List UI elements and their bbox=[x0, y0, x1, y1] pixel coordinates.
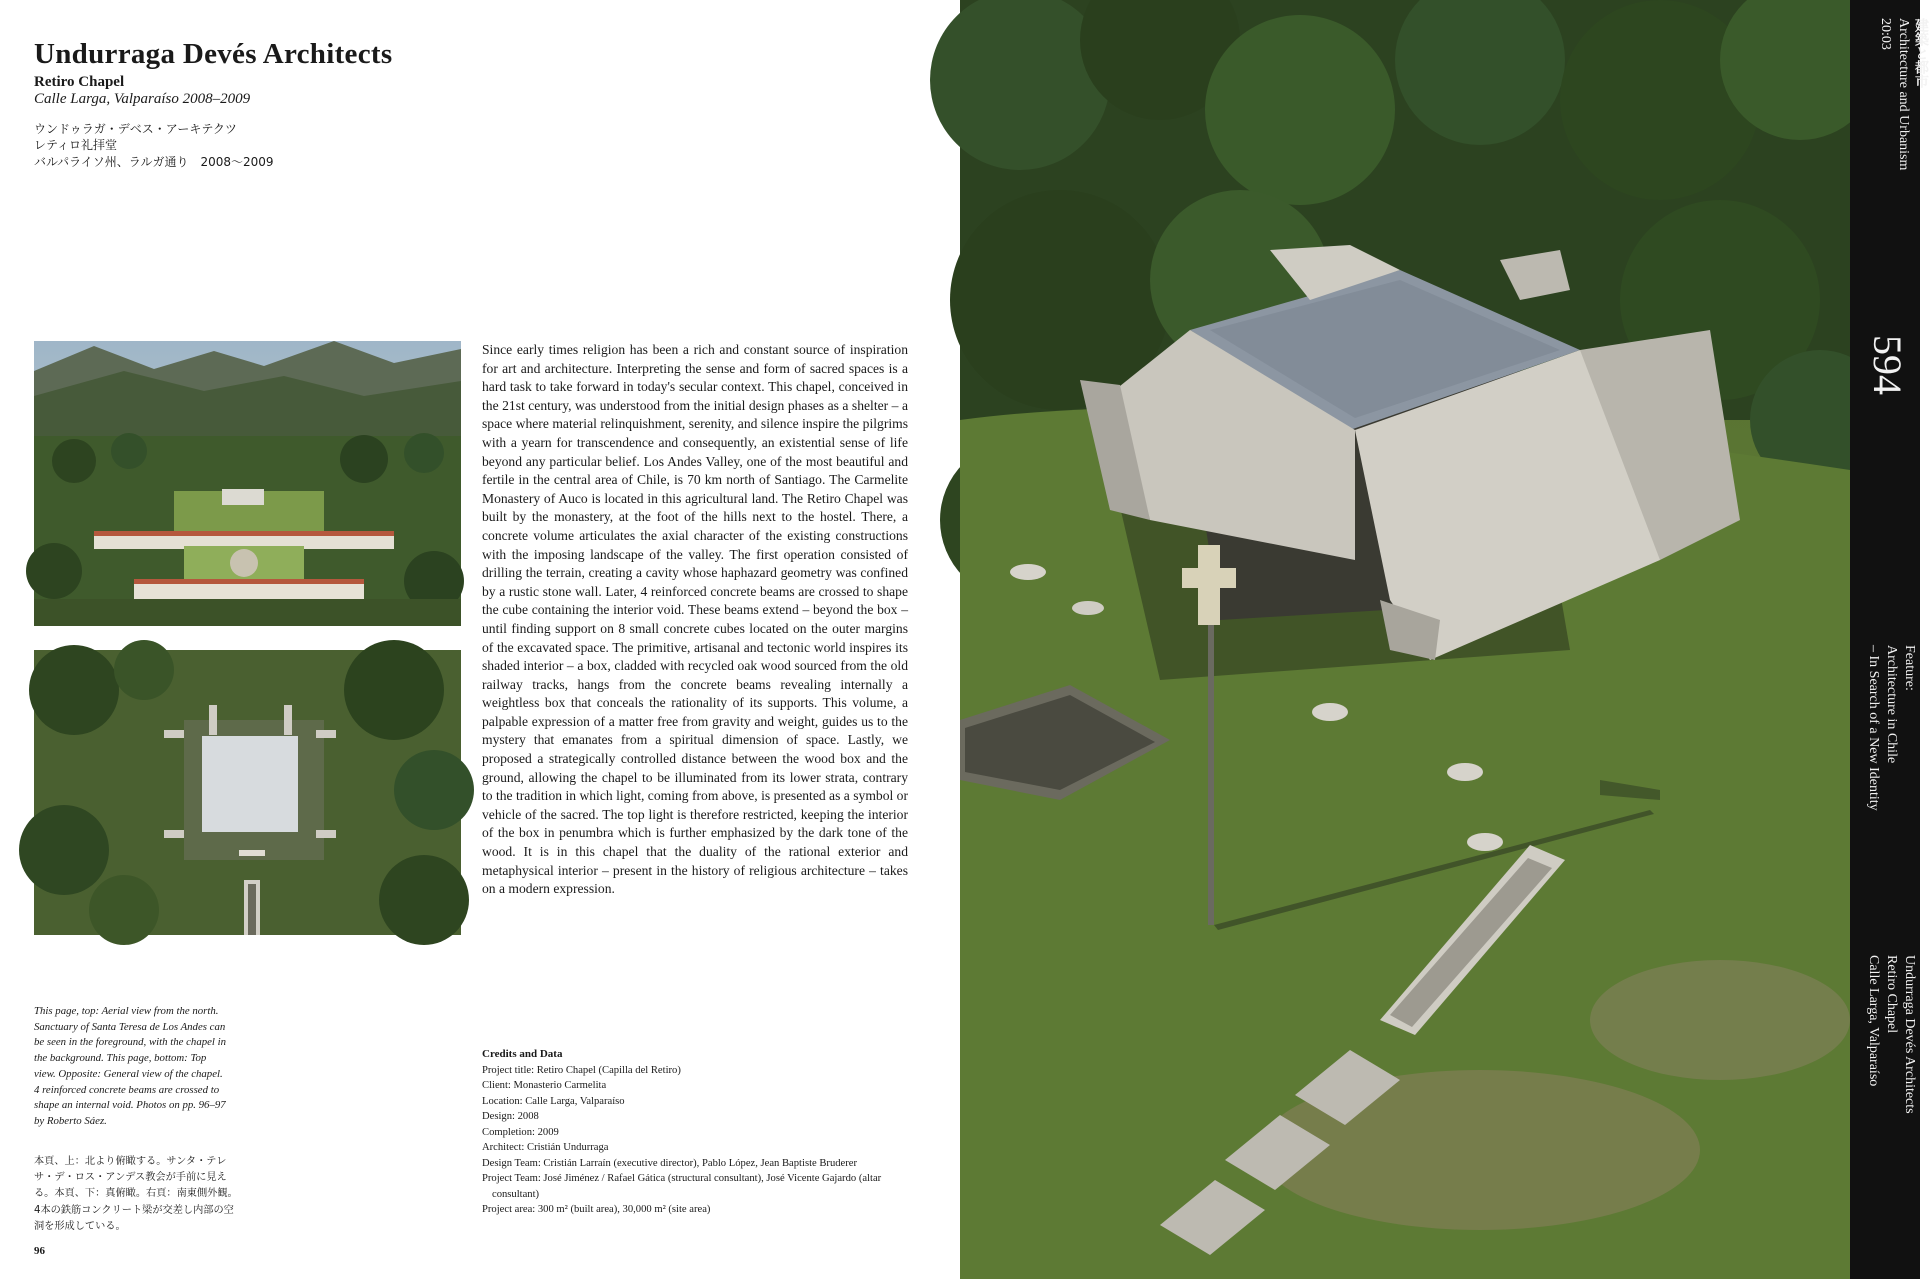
article-title: Undurraga Devés Architects bbox=[34, 38, 393, 70]
article-body-text: Since early times religion has been a rich and constant source of inspiration for art and architecture. Interpreting the sense and form of sacred spaces is a hard task to take forward in today's secular context. This chapel, conceived in the 21st century, was understood from the initial design phases as a shelter – a space where material relinquishment, serenity, and silence inspire the pilgrims with a yearn for transcendence and consequently, an existential sense of life beyond any particular belief. Los Andes Valley, one of the most beautiful and fertile in the central area of Chile, is 70 km north of Santiago. The Carmelite Monastery of Auco is located in this agricultural land. The Retiro Chapel was built by the monastery, at the foot of the hills next to the hostel. There, a concrete volume articulates the axial character of the existing constructions with the imposing landscape of the valley. The first operation consisted of drilling the terrain, creating a cavity whose haphazard geometry was confined by a rustic stone wall. Later, 4 reinforced concrete beams are crossed to shape the cube containing the interior void. These beams extend – beyond the box – until finding support on 8 small concrete cubes located on the outer margins of the excavated space. The primitive, artisanal and tectonic world inspires its shaded interior – a box, cladded with recycled oak wood sourced from the old railway tracks, hangs from the concrete beams revealing internally a weightless box that conceals the rationality of its supports. This volume, a palpable expression of a matter free from gravity and weight, guides us to the mystery that emanates from a spiritual dimension of space. Lastly, we proposed a strategically controlled distance between the wood box and the ground, allowing the chapel to be illuminated from its lower strata, contrary to the tradition in which light, coming from above, is presented as a symbol or vehicle of the sacred. The top light is therefore restricted, keeping the interior of the box in penumbra which is further emphasized by the dark tone of the wood. It is in this chapel that the duality of the rational exterior and metaphysical interior – present in the history of religious architecture – takes on a modern expression. bbox=[482, 342, 908, 897]
magazine-masthead bbox=[1876, 18, 1930, 170]
feature-title-block bbox=[1864, 645, 1918, 811]
credits-line: Completion: 2009 bbox=[482, 1126, 559, 1138]
feature-label: Feature: bbox=[1902, 645, 1917, 691]
credits-block bbox=[482, 1047, 912, 1218]
photo-caption-jp: 本頁、上：北より俯瞰する。サンタ・テレサ・デ・ロス・アンデス教会が手前に見える。本頁、下：真俯瞰。右頁：南東側外観。4本の鉄筋コンクリート梁が交差し内部の空洞を形成している。 bbox=[34, 1156, 238, 1232]
project-subtitle: Retiro Chapel bbox=[34, 74, 125, 90]
credits-line: Architect: Cristián Undurraga bbox=[482, 1142, 609, 1153]
credits-line: Design: 2008 bbox=[482, 1111, 539, 1122]
jp-architect-name: ウンドゥラガ・デベス・アーキテクツ bbox=[34, 122, 237, 136]
photo-credit-block bbox=[1864, 955, 1918, 1114]
jp-project-name: レティロ礼拝堂 bbox=[34, 138, 118, 152]
credits-line: Project title: Retiro Chapel (Capilla del Retiro) bbox=[482, 1064, 681, 1076]
photo-caption-en: This page, top: Aerial view from the north. Sanctuary of Santa Teresa de Los Andes can be seen in the foreground, with the chapel in the background. This page, bottom: Top view. Opposite: General view of the chapel. 4 reinforced concrete beams are crossed to shape an internal void. Photos on pp. 96–97 by Roberto Sáez. bbox=[34, 1005, 227, 1127]
issue-date: 20:03 bbox=[1878, 18, 1893, 50]
left-page bbox=[0, 0, 960, 1279]
feature-title: Architecture in Chile bbox=[1884, 645, 1899, 764]
credits-line: Project Team: José Jiménez / Rafael Gática (structural consultant), José Vicente Gajardo (altar consultant) bbox=[482, 1173, 882, 1200]
credits-heading: Credits and Data bbox=[482, 1048, 563, 1060]
jp-location-dates: バルパライソ州、ラルガ通り 2008〜2009 bbox=[34, 155, 274, 169]
magazine-title-jp: 建築と都市 bbox=[1913, 18, 1929, 88]
credits-line: Design Team: Cristián Larraín (executive director), Pablo López, Jean Baptiste Bruderer bbox=[482, 1157, 858, 1169]
credits-line: Project area: 300 m² (built area), 30,000 m² (site area) bbox=[482, 1204, 711, 1215]
credits-line: Client: Monasterio Carmelita bbox=[482, 1080, 607, 1091]
project-location-dates: Calle Larga, Valparaíso 2008–2009 bbox=[34, 91, 251, 107]
page-number: 96 bbox=[34, 1245, 45, 1257]
credits-line: Location: Calle Larga, Valparaíso bbox=[482, 1095, 625, 1107]
chapel-general-view-photo bbox=[960, 0, 1920, 1279]
credit-architect: Undurraga Devés Architects bbox=[1902, 955, 1917, 1114]
credit-location: Calle Larga, Valparaíso bbox=[1866, 955, 1881, 1087]
issue-number: 594 bbox=[1865, 335, 1910, 395]
magazine-sidebar bbox=[1850, 0, 1929, 1279]
credit-project: Retiro Chapel bbox=[1884, 955, 1899, 1034]
aerial-view-photo bbox=[34, 341, 461, 626]
top-view-photo bbox=[34, 650, 461, 935]
magazine-title-en: Architecture and Urbanism bbox=[1896, 18, 1911, 171]
feature-subtitle: – In Search of a New Identity bbox=[1866, 645, 1881, 811]
